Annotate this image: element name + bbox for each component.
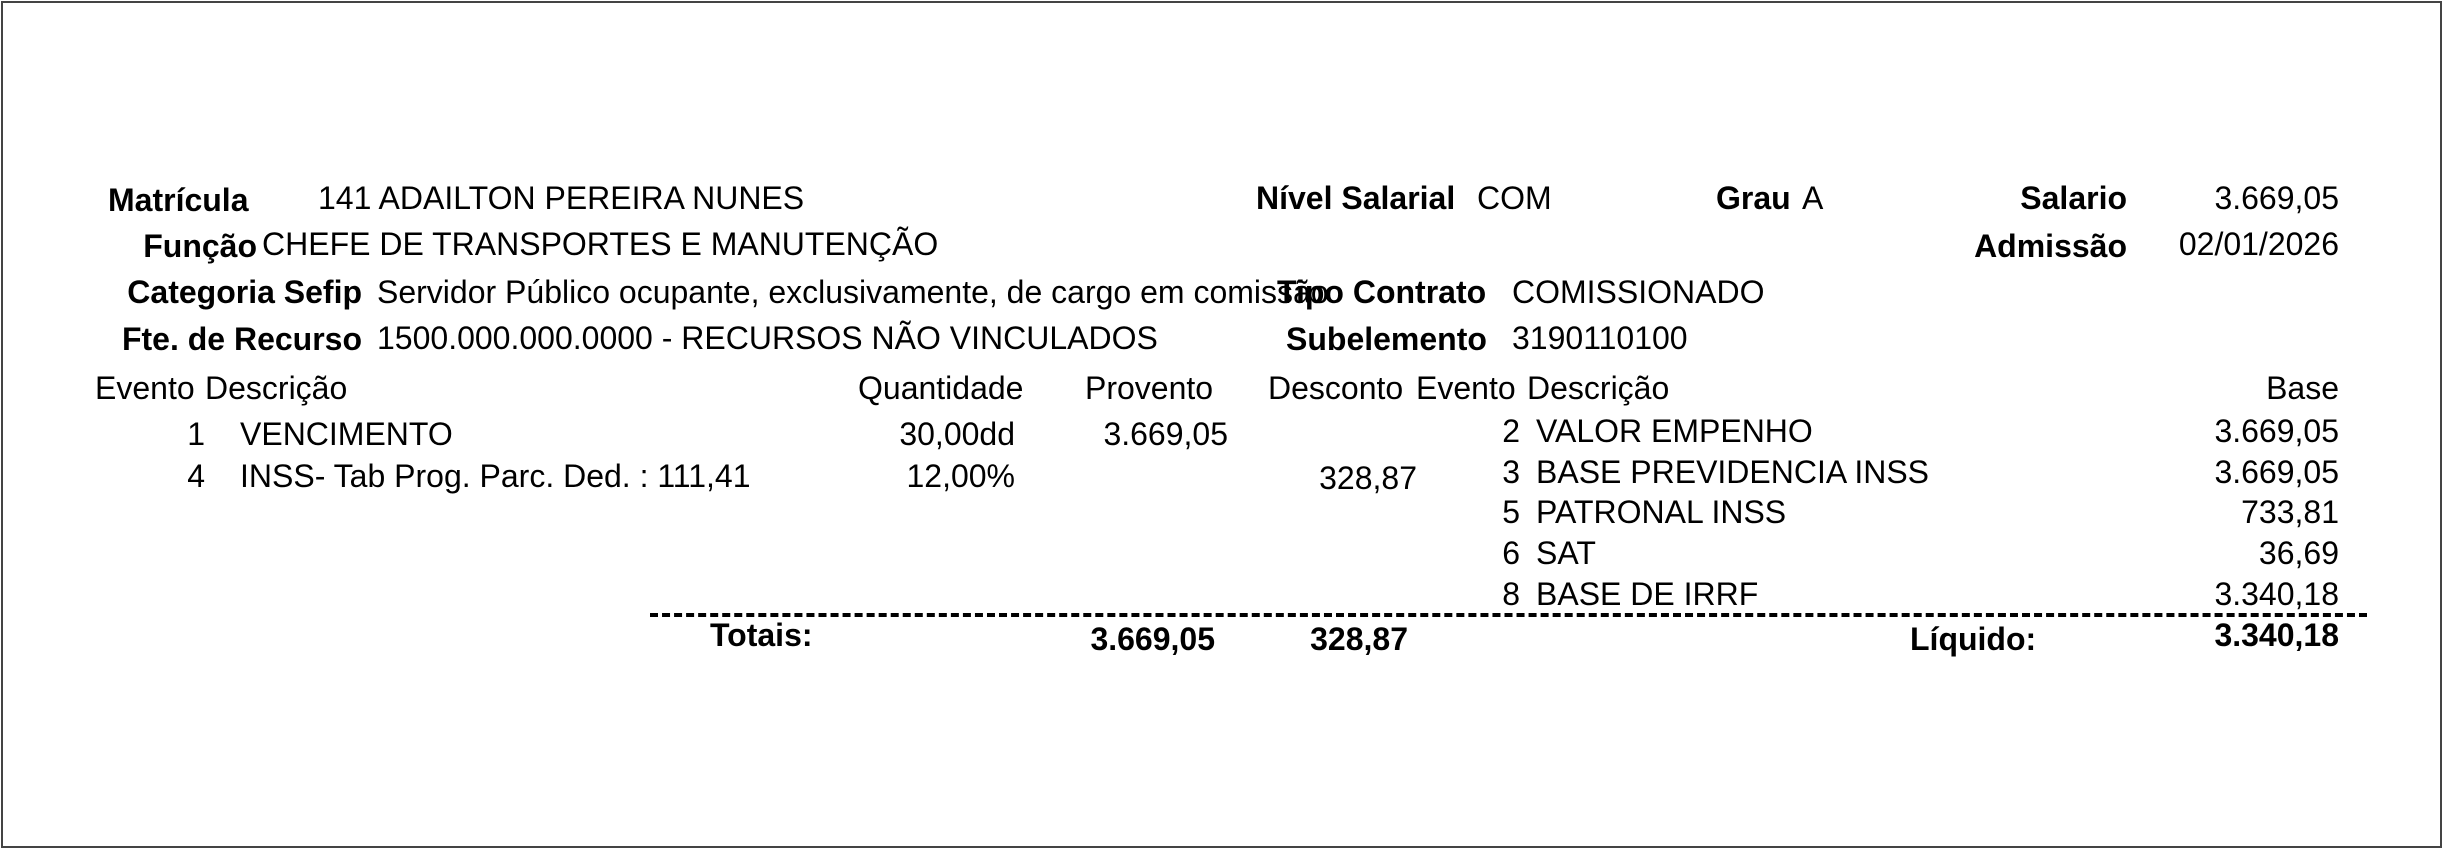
funcao-label: Função <box>143 228 257 264</box>
tipo-contrato-value: COMISSIONADO <box>1512 274 1765 310</box>
base-code: 3 <box>1502 454 1520 490</box>
subelemento-value: 3190110100 <box>1512 320 1688 356</box>
event-qty: 12,00% <box>906 458 1015 494</box>
event-desconto: 328,87 <box>1319 460 1417 496</box>
event-desc: INSS- Tab Prog. Parc. Ded. : 111,41 <box>240 458 751 494</box>
base-desc: BASE DE IRRF <box>1536 576 1759 612</box>
liquido-label: Líquido: <box>1910 621 2037 657</box>
col-base: Base <box>2266 370 2339 406</box>
base-code: 2 <box>1502 413 1520 449</box>
fonte-recurso-label: Fte. de Recurso <box>121 321 362 357</box>
base-value: 733,81 <box>2241 494 2339 530</box>
subelemento-label: Subelemento <box>1286 321 1487 357</box>
totals-desconto: 328,87 <box>1310 621 1408 657</box>
base-value: 3.669,05 <box>2214 413 2339 449</box>
matricula-value: 141 ADAILTON PEREIRA NUNES <box>318 180 805 216</box>
categoria-sefip-value: Servidor Público ocupante, exclusivamente, de cargo em comissão <box>377 274 1329 310</box>
col-descricao-2: Descrição <box>1527 370 1670 406</box>
col-provento: Provento <box>1085 370 1214 406</box>
col-evento: Evento <box>95 370 195 406</box>
totals-label: Totais: <box>710 617 813 653</box>
base-desc: PATRONAL INSS <box>1536 494 1787 530</box>
salario-value: 3.669,05 <box>2214 180 2339 216</box>
base-desc: VALOR EMPENHO <box>1536 413 1813 449</box>
event-provento: 3.669,05 <box>1103 416 1228 452</box>
salario-label: Salario <box>2020 180 2127 216</box>
col-desconto: Desconto <box>1268 370 1404 406</box>
event-qty: 30,00dd <box>899 416 1015 452</box>
base-desc: SAT <box>1536 535 1596 571</box>
totals-provento: 3.669,05 <box>1090 621 1215 657</box>
tipo-contrato-label: Tipo Contrato <box>1277 274 1487 310</box>
col-descricao: Descrição <box>205 370 348 406</box>
nivel-salarial-label: Nível Salarial <box>1256 180 1456 216</box>
base-value: 3.669,05 <box>2214 454 2339 490</box>
funcao-value: CHEFE DE TRANSPORTES E MANUTENÇÃO <box>262 226 939 262</box>
base-value: 36,69 <box>2258 535 2339 571</box>
base-code: 6 <box>1502 535 1520 571</box>
fonte-recurso-value: 1500.000.000.0000 - RECURSOS NÃO VINCULADOS <box>377 320 1158 356</box>
nivel-salarial-value: COM <box>1477 180 1552 216</box>
base-desc: BASE PREVIDENCIA INSS <box>1536 454 1930 490</box>
base-code: 5 <box>1502 494 1520 530</box>
base-value: 3.340,18 <box>2214 576 2339 612</box>
col-evento-2: Evento <box>1416 370 1516 406</box>
admissao-label: Admissão <box>1974 228 2127 264</box>
base-code: 8 <box>1502 576 1520 612</box>
totals-separator <box>650 613 2367 617</box>
col-quantidade: Quantidade <box>858 370 1024 406</box>
event-code: 1 <box>187 416 205 452</box>
admissao-value: 02/01/2026 <box>2178 226 2339 262</box>
liquido-value: 3.340,18 <box>2214 617 2339 653</box>
categoria-sefip-label: Categoria Sefip <box>127 274 362 310</box>
matricula-label: Matrícula <box>108 182 249 218</box>
grau-label: Grau <box>1716 180 1791 216</box>
grau-value: A <box>1802 180 1824 216</box>
event-code: 4 <box>187 458 205 494</box>
event-desc: VENCIMENTO <box>240 416 453 452</box>
